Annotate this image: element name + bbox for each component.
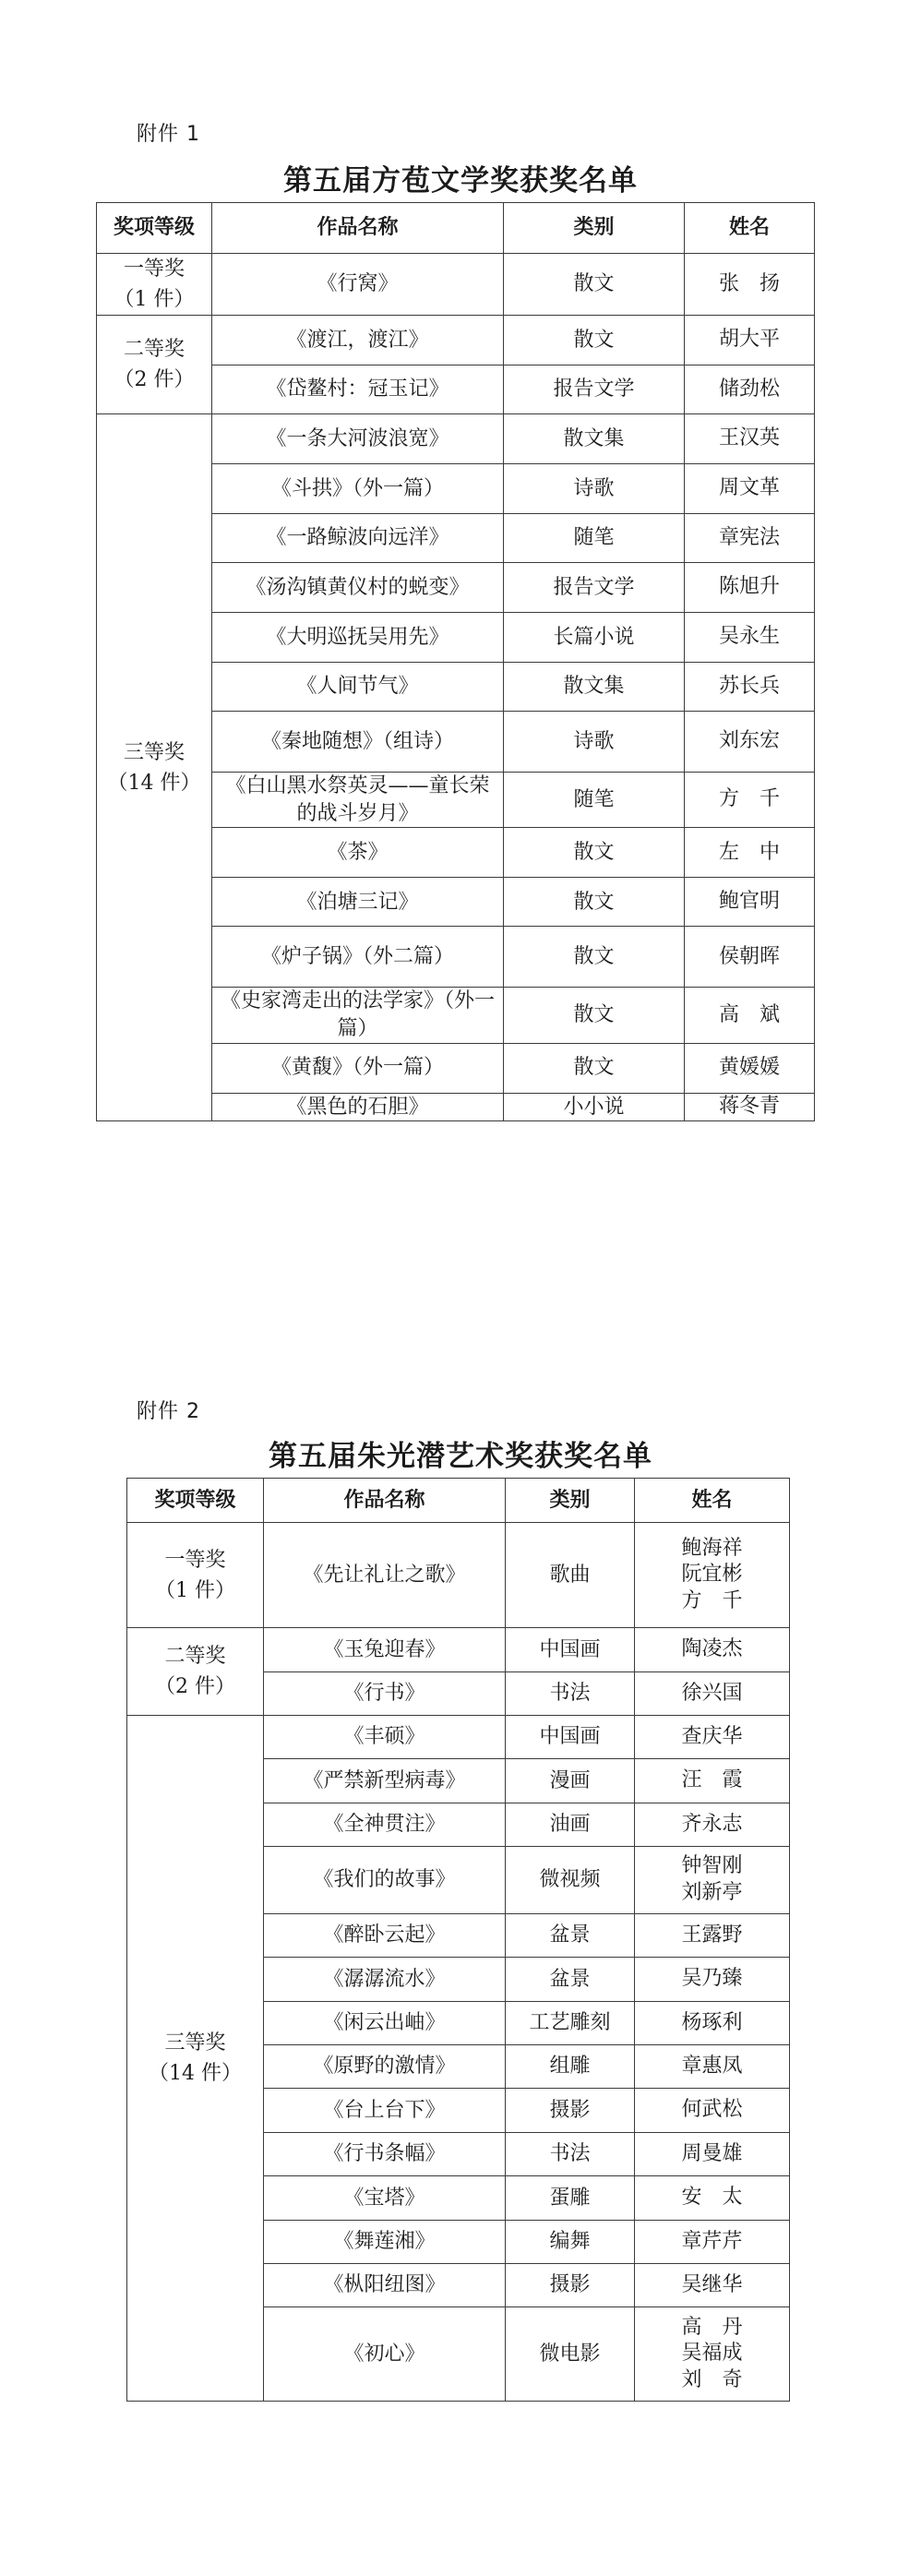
author-name: 鲍官明 xyxy=(718,890,780,914)
award-level-cell xyxy=(97,254,212,316)
author-name: 刘 奇 xyxy=(681,2367,743,2391)
author-name: 吴乃臻 xyxy=(681,1967,743,1991)
category-cell: 摄影 xyxy=(506,2264,635,2307)
author-name: 周文革 xyxy=(718,476,780,500)
author-name-cell xyxy=(685,514,815,563)
category-cell: 摄影 xyxy=(506,2089,635,2133)
category-cell: 盆景 xyxy=(506,1958,635,2002)
author-name-cell xyxy=(685,254,815,316)
category-cell: 微视频 xyxy=(506,1847,635,1914)
work-title-cell: 《舞莲湘》 xyxy=(264,2221,506,2264)
column-header: 作品名称 xyxy=(264,1479,506,1523)
award-count: （2 件） xyxy=(114,368,195,391)
author-name: 苏长兵 xyxy=(718,674,780,698)
table-row xyxy=(97,316,815,365)
work-title-cell: 《白山黑水祭英灵——童长荣的战斗岁月》 xyxy=(212,773,504,828)
author-name: 方 千 xyxy=(681,1588,743,1612)
award-level-cell xyxy=(127,1523,264,1628)
author-name-cell xyxy=(635,2002,790,2045)
award-count: （1 件） xyxy=(114,288,195,311)
column-header: 姓名 xyxy=(635,1479,790,1523)
work-title-cell: 《大明巡抚吴用先》 xyxy=(212,613,504,663)
category-cell: 小小说 xyxy=(504,1093,685,1121)
table-row xyxy=(97,414,815,464)
award-level-cell xyxy=(97,316,212,414)
work-title-cell: 《泊塘三记》 xyxy=(212,878,504,927)
column-header: 奖项等级 xyxy=(127,1479,264,1523)
table-row xyxy=(127,1628,790,1672)
author-name-cell xyxy=(635,1628,790,1672)
author-name-cell xyxy=(635,1523,790,1628)
author-name: 何武松 xyxy=(681,2098,743,2122)
author-name: 章芹芹 xyxy=(681,2229,743,2253)
author-name-cell xyxy=(635,2089,790,2133)
award-count: （1 件） xyxy=(155,1578,235,1602)
author-name: 鲍海祥 xyxy=(681,1536,743,1560)
author-name-cell xyxy=(685,712,815,773)
category-cell: 散文 xyxy=(504,254,685,316)
author-name: 徐兴国 xyxy=(681,1681,743,1705)
award-level: 一等奖 xyxy=(164,1548,226,1572)
table-row xyxy=(127,1523,790,1628)
author-name-cell xyxy=(685,773,815,828)
author-name: 刘新亭 xyxy=(681,1881,743,1904)
author-name: 安 太 xyxy=(681,2186,743,2210)
category-cell: 书法 xyxy=(506,2133,635,2176)
attachment-1-title: 第五届方苞文学奖获奖名单 xyxy=(283,164,638,198)
table-row xyxy=(97,254,815,316)
award-count: （2 件） xyxy=(155,1675,235,1698)
author-name: 章惠凤 xyxy=(681,2054,743,2078)
author-name-cell xyxy=(635,1958,790,2002)
category-cell: 散文 xyxy=(504,927,685,988)
category-cell: 报告文学 xyxy=(504,365,685,414)
category-cell: 诗歌 xyxy=(504,464,685,514)
author-name-cell xyxy=(635,1914,790,1958)
category-cell: 散文集 xyxy=(504,414,685,464)
work-title-cell: 《行窝》 xyxy=(212,254,504,316)
category-cell: 中国画 xyxy=(506,1628,635,1672)
work-title-cell: 《我们的故事》 xyxy=(264,1847,506,1914)
work-title-cell: 《岱鳌村：冠玉记》 xyxy=(212,365,504,414)
author-name: 陶凌杰 xyxy=(681,1637,743,1661)
category-cell: 散文 xyxy=(504,828,685,878)
category-cell: 盆景 xyxy=(506,1914,635,1958)
author-name-cell xyxy=(685,365,815,414)
column-header: 类别 xyxy=(504,203,685,254)
work-title-cell: 《黄馥》（外一篇） xyxy=(212,1043,504,1093)
author-name-cell xyxy=(635,1847,790,1914)
award-level: 一等奖 xyxy=(123,258,185,281)
author-name: 侯朝晖 xyxy=(718,944,780,968)
work-title-cell: 《潺潺流水》 xyxy=(264,1958,506,2002)
author-name: 汪 霞 xyxy=(681,1768,743,1792)
work-title-cell: 《丰硕》 xyxy=(264,1716,506,1759)
work-title-cell: 《汤沟镇黄仪村的蜕变》 xyxy=(212,563,504,613)
author-name-cell xyxy=(635,2176,790,2221)
author-name: 齐永志 xyxy=(681,1812,743,1836)
author-name-cell xyxy=(635,2133,790,2176)
award-count: （14 件） xyxy=(107,771,201,795)
author-name: 阮宜彬 xyxy=(681,1563,743,1587)
author-name-cell xyxy=(685,613,815,663)
author-name-cell xyxy=(685,464,815,514)
work-title-cell: 《茶》 xyxy=(212,828,504,878)
author-name-cell xyxy=(685,988,815,1043)
category-cell: 漫画 xyxy=(506,1759,635,1803)
category-cell: 报告文学 xyxy=(504,563,685,613)
author-name-cell xyxy=(685,1043,815,1093)
category-cell: 歌曲 xyxy=(506,1523,635,1628)
author-name: 周曼雄 xyxy=(681,2141,743,2165)
table-header-row xyxy=(127,1479,790,1523)
author-name-cell xyxy=(635,1803,790,1847)
author-name: 胡大平 xyxy=(718,328,780,352)
author-name-cell xyxy=(635,2045,790,2089)
column-header: 奖项等级 xyxy=(97,203,212,254)
work-title-cell: 《台上台下》 xyxy=(264,2089,506,2133)
table-row xyxy=(127,1716,790,1759)
author-name-cell xyxy=(685,663,815,712)
work-title-cell: 《玉兔迎春》 xyxy=(264,1628,506,1672)
attachment-2-title: 第五届朱光潜艺术奖获奖名单 xyxy=(269,1440,652,1473)
author-name-cell xyxy=(635,1716,790,1759)
author-name-cell xyxy=(685,927,815,988)
author-name: 高 丹 xyxy=(681,2315,743,2339)
work-title-cell: 《全神贯注》 xyxy=(264,1803,506,1847)
category-cell: 工艺雕刻 xyxy=(506,2002,635,2045)
author-name: 杨琢利 xyxy=(681,2010,743,2034)
attachment-2-label: 附件 2 xyxy=(137,1400,200,1423)
work-title-cell: 《严禁新型病毒》 xyxy=(264,1759,506,1803)
award-level: 二等奖 xyxy=(123,338,185,361)
author-name-cell xyxy=(685,878,815,927)
author-name: 黄媛媛 xyxy=(718,1055,780,1079)
author-name-cell xyxy=(635,2264,790,2307)
literature-award-table xyxy=(96,202,815,1121)
column-header: 类别 xyxy=(506,1479,635,1523)
work-title-cell: 《初心》 xyxy=(264,2307,506,2402)
author-name-cell xyxy=(635,2307,790,2402)
art-award-table xyxy=(126,1478,790,2402)
work-title-cell: 《斗拱》（外一篇） xyxy=(212,464,504,514)
work-title-cell: 《渡江，渡江》 xyxy=(212,316,504,365)
award-level: 三等奖 xyxy=(123,740,185,764)
award-level: 二等奖 xyxy=(164,1645,226,1668)
work-title-cell: 《人间节气》 xyxy=(212,663,504,712)
category-cell: 散文 xyxy=(504,316,685,365)
author-name-cell xyxy=(685,414,815,464)
author-name: 左 中 xyxy=(718,840,780,864)
author-name: 吴福成 xyxy=(681,2342,743,2366)
author-name: 王汉英 xyxy=(718,426,780,450)
author-name: 方 千 xyxy=(718,787,780,811)
author-name-cell xyxy=(685,1093,815,1121)
author-name: 张 扬 xyxy=(718,271,780,295)
author-name: 查庆华 xyxy=(681,1724,743,1748)
author-name: 刘东宏 xyxy=(718,729,780,753)
author-name: 钟智刚 xyxy=(681,1854,743,1878)
work-title-cell: 《一路鲸波向远洋》 xyxy=(212,514,504,563)
author-name-cell xyxy=(685,563,815,613)
award-level-cell xyxy=(97,414,212,1121)
work-title-cell: 《炉子锅》（外二篇） xyxy=(212,927,504,988)
category-cell: 书法 xyxy=(506,1672,635,1716)
category-cell: 随笔 xyxy=(504,514,685,563)
category-cell: 散文 xyxy=(504,988,685,1043)
work-title-cell: 《行书条幅》 xyxy=(264,2133,506,2176)
award-level-cell xyxy=(127,1716,264,2402)
author-name: 蒋冬青 xyxy=(718,1095,780,1119)
author-name-cell xyxy=(685,316,815,365)
work-title-cell: 《闲云出岫》 xyxy=(264,2002,506,2045)
author-name: 高 斌 xyxy=(718,1002,780,1026)
column-header: 作品名称 xyxy=(212,203,504,254)
work-title-cell: 《先让礼让之歌》 xyxy=(264,1523,506,1628)
author-name: 吴永生 xyxy=(718,625,780,649)
author-name-cell xyxy=(685,828,815,878)
author-name: 章宪法 xyxy=(718,525,780,549)
category-cell: 散文 xyxy=(504,878,685,927)
category-cell: 长篇小说 xyxy=(504,613,685,663)
author-name: 陈旭升 xyxy=(718,575,780,599)
work-title-cell: 《黑色的石胆》 xyxy=(212,1093,504,1121)
category-cell: 中国画 xyxy=(506,1716,635,1759)
award-level-cell xyxy=(127,1628,264,1716)
category-cell: 油画 xyxy=(506,1803,635,1847)
category-cell: 随笔 xyxy=(504,773,685,828)
category-cell: 散文 xyxy=(504,1043,685,1093)
work-title-cell: 《宝塔》 xyxy=(264,2176,506,2221)
author-name: 王露野 xyxy=(681,1923,743,1947)
work-title-cell: 《一条大河波浪宽》 xyxy=(212,414,504,464)
category-cell: 诗歌 xyxy=(504,712,685,773)
work-title-cell: 《史家湾走出的法学家》（外一篇） xyxy=(212,988,504,1043)
author-name: 储劲松 xyxy=(718,377,780,401)
work-title-cell: 《枞阳纽图》 xyxy=(264,2264,506,2307)
work-title-cell: 《行书》 xyxy=(264,1672,506,1716)
work-title-cell: 《秦地随想》（组诗） xyxy=(212,712,504,773)
award-count: （14 件） xyxy=(149,2062,242,2085)
author-name: 吴继华 xyxy=(681,2272,743,2296)
category-cell: 散文集 xyxy=(504,663,685,712)
category-cell: 组雕 xyxy=(506,2045,635,2089)
work-title-cell: 《原野的激情》 xyxy=(264,2045,506,2089)
column-header: 姓名 xyxy=(685,203,815,254)
table-header-row xyxy=(97,203,815,254)
author-name-cell xyxy=(635,2221,790,2264)
category-cell: 蛋雕 xyxy=(506,2176,635,2221)
award-level: 三等奖 xyxy=(164,2031,226,2055)
category-cell: 编舞 xyxy=(506,2221,635,2264)
author-name-cell xyxy=(635,1759,790,1803)
attachment-1-label: 附件 1 xyxy=(137,123,200,146)
work-title-cell: 《醉卧云起》 xyxy=(264,1914,506,1958)
category-cell: 微电影 xyxy=(506,2307,635,2402)
author-name-cell xyxy=(635,1672,790,1716)
